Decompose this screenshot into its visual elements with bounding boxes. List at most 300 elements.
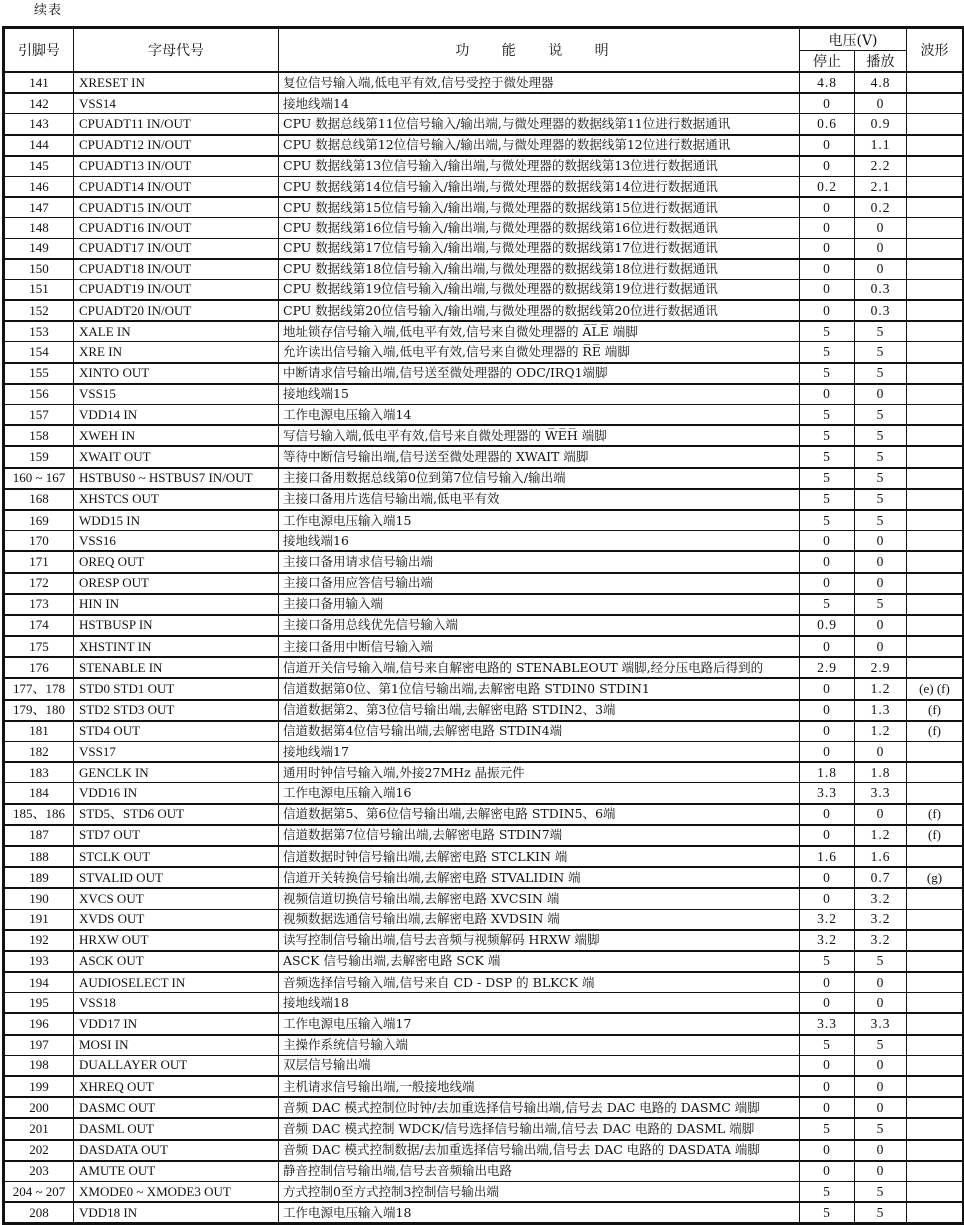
table-row (4, 135, 964, 156)
pin-number-cell: 148 (4, 218, 74, 238)
table-row (4, 783, 964, 804)
table-row (4, 156, 964, 177)
table-row (4, 951, 964, 972)
voltage-stop-cell: 0 (800, 1140, 855, 1161)
voltage-stop-cell: 0.9 (800, 615, 855, 636)
table-row (4, 742, 964, 763)
voltage-stop-cell: 5 (800, 1181, 855, 1202)
waveform-cell (907, 1097, 964, 1118)
pin-number-cell: 192 (4, 930, 74, 951)
voltage-stop-cell: 0 (800, 156, 855, 177)
table-row (4, 321, 964, 342)
table-row (4, 425, 964, 446)
waveform-cell (907, 259, 964, 280)
letter-code-cell: VDD17 IN (74, 1013, 279, 1034)
table-row (4, 993, 964, 1014)
waveform-cell (907, 279, 964, 300)
table-row (4, 909, 964, 930)
function-description-cell: 信道开关转换信号输出端,去解密电路 STVALIDIN 端 (279, 867, 800, 888)
function-description-cell: 视频数据选通信号输出端,去解密电路 XVDSIN 端 (279, 909, 800, 930)
pin-number-cell: 145 (4, 156, 74, 177)
voltage-stop-cell: 0 (800, 867, 855, 888)
voltage-play-cell: 3.2 (855, 888, 907, 909)
function-description-cell: 工作电源电压输入端17 (279, 1013, 800, 1034)
waveform-cell (907, 489, 964, 510)
pin-number-cell: 184 (4, 783, 74, 804)
table-row (4, 1055, 964, 1076)
function-description-cell: 工作电源电压输入端14 (279, 405, 800, 426)
function-description-cell: 接地线端17 (279, 742, 800, 763)
table-row (4, 218, 964, 238)
function-description-cell: 主接口备用总线优先信号输入端 (279, 615, 800, 636)
table-row (4, 700, 964, 721)
voltage-play-cell: 5 (855, 1035, 907, 1056)
voltage-play-cell: 0 (855, 531, 907, 552)
voltage-play-cell: 1.2 (855, 825, 907, 846)
voltage-play-cell: 0 (855, 636, 907, 657)
pin-number-cell: 172 (4, 573, 74, 594)
waveform-cell (907, 1202, 964, 1224)
waveform-cell (907, 762, 964, 783)
function-description-cell: 中断请求信号输出端,信号送至微处理器的 ODC/IRQ1端脚 (279, 363, 800, 384)
header-letter-code: 字母代号 (74, 28, 279, 73)
voltage-stop-cell: 5 (800, 594, 855, 615)
voltage-stop-cell: 0 (800, 993, 855, 1014)
voltage-stop-cell: 0 (800, 300, 855, 321)
pin-number-cell: 160 ~ 167 (4, 468, 74, 489)
table-row (4, 489, 964, 510)
letter-code-cell: XHSTINT IN (74, 636, 279, 657)
voltage-play-cell: 0 (855, 384, 907, 405)
voltage-play-cell: 3.3 (855, 783, 907, 804)
pin-number-cell: 169 (4, 510, 74, 531)
table-row (4, 804, 964, 825)
waveform-cell (907, 135, 964, 156)
function-description-cell: CPU 数据总线第11位信号输入/输出端,与微处理器的数据线第11位进行数据通讯 (279, 114, 800, 135)
pin-number-cell: 199 (4, 1076, 74, 1097)
voltage-play-cell: 2.9 (855, 657, 907, 678)
voltage-play-cell: 0 (855, 93, 907, 114)
letter-code-cell: XWEH IN (74, 425, 279, 446)
waveform-cell (907, 888, 964, 909)
voltage-play-cell: 0 (855, 1055, 907, 1076)
voltage-stop-cell: 5 (800, 446, 855, 467)
voltage-stop-cell: 5 (800, 342, 855, 363)
pin-number-cell: 196 (4, 1013, 74, 1034)
voltage-play-cell: 0 (855, 804, 907, 825)
table-row (4, 342, 964, 363)
waveform-cell (907, 321, 964, 342)
voltage-play-cell: 3.2 (855, 909, 907, 930)
voltage-stop-cell: 0 (800, 531, 855, 552)
letter-code-cell: DASDATA OUT (74, 1140, 279, 1161)
waveform-cell (907, 1140, 964, 1161)
waveform-cell (907, 93, 964, 114)
pin-number-cell: 157 (4, 405, 74, 426)
table-row (4, 468, 964, 489)
pin-number-cell: 141 (4, 72, 74, 93)
table-row (4, 238, 964, 259)
voltage-play-cell: 0 (855, 993, 907, 1014)
pin-number-cell: 156 (4, 384, 74, 405)
voltage-stop-cell: 0 (800, 1161, 855, 1182)
voltage-stop-cell: 1.6 (800, 846, 855, 867)
voltage-play-cell: 1.3 (855, 700, 907, 721)
letter-code-cell: VDD14 IN (74, 405, 279, 426)
pin-number-cell: 171 (4, 551, 74, 572)
letter-code-cell: AMUTE OUT (74, 1161, 279, 1182)
voltage-stop-cell: 5 (800, 321, 855, 342)
waveform-cell (907, 156, 964, 177)
voltage-play-cell: 4.8 (855, 72, 907, 93)
pin-number-cell: 200 (4, 1097, 74, 1118)
pin-number-cell: 204 ~ 207 (4, 1181, 74, 1202)
waveform-cell (907, 363, 964, 384)
waveform-cell (907, 930, 964, 951)
function-description-cell: 信道数据第0位、第1位信号输出端,去解密电路 STDIN0 STDIN1 (279, 678, 800, 699)
function-description-cell: 写信号输入端,低电平有效,信号来自微处理器的 W̅E̅H̅ 端脚 (279, 425, 800, 446)
table-row (4, 1140, 964, 1161)
table-row (4, 615, 964, 636)
pin-number-cell: 190 (4, 888, 74, 909)
voltage-stop-cell: 3.3 (800, 1013, 855, 1034)
voltage-play-cell: 0 (855, 972, 907, 993)
table-row (4, 1097, 964, 1118)
voltage-play-cell: 2.1 (855, 176, 907, 197)
function-description-cell: 视频信道切换信号输出端,去解密电路 XVCSIN 端 (279, 888, 800, 909)
letter-code-cell: STCLK OUT (74, 846, 279, 867)
pin-number-cell: 174 (4, 615, 74, 636)
pin-number-cell: 185、186 (4, 804, 74, 825)
pin-number-cell: 149 (4, 238, 74, 259)
waveform-cell: (f) (907, 721, 964, 742)
function-description-cell: 主机请求信号输出端,一般接地线端 (279, 1076, 800, 1097)
waveform-cell (907, 531, 964, 552)
voltage-stop-cell: 5 (800, 510, 855, 531)
waveform-cell (907, 636, 964, 657)
function-description-cell: 信道数据第7位信号输出端,去解密电路 STDIN7端 (279, 825, 800, 846)
table-row (4, 846, 964, 867)
voltage-play-cell: 0 (855, 615, 907, 636)
waveform-cell: (f) (907, 700, 964, 721)
voltage-stop-cell: 0.2 (800, 176, 855, 197)
letter-code-cell: XWAIT OUT (74, 446, 279, 467)
function-description-cell: CPU 数据线第16位信号输入/输出端,与微处理器的数据线第16位进行数据通讯 (279, 218, 800, 238)
letter-code-cell: MOSI IN (74, 1035, 279, 1056)
letter-code-cell: VSS18 (74, 993, 279, 1014)
voltage-play-cell: 0 (855, 259, 907, 280)
function-description-cell: 音频 DAC 模式控制 WDCK/信号选择信号输出端,信号去 DAC 电路的 DASML 端脚 (279, 1118, 800, 1139)
pin-number-cell: 181 (4, 721, 74, 742)
voltage-stop-cell: 0 (800, 636, 855, 657)
table-row (4, 1076, 964, 1097)
pin-number-cell: 142 (4, 93, 74, 114)
waveform-cell (907, 551, 964, 572)
function-description-cell: 信道数据第4位信号输出端,去解密电路 STDIN4端 (279, 721, 800, 742)
voltage-stop-cell: 3.2 (800, 909, 855, 930)
voltage-play-cell: 0 (855, 551, 907, 572)
letter-code-cell: VSS15 (74, 384, 279, 405)
letter-code-cell: CPUADT15 IN/OUT (74, 197, 279, 218)
voltage-stop-cell: 0 (800, 573, 855, 594)
voltage-play-cell: 0 (855, 238, 907, 259)
letter-code-cell: STD7 OUT (74, 825, 279, 846)
voltage-stop-cell: 1.8 (800, 762, 855, 783)
voltage-play-cell: 5 (855, 446, 907, 467)
voltage-play-cell: 3.2 (855, 930, 907, 951)
letter-code-cell: VSS14 (74, 93, 279, 114)
letter-code-cell: STENABLE IN (74, 657, 279, 678)
letter-code-cell: DASML OUT (74, 1118, 279, 1139)
voltage-stop-cell: 0 (800, 1055, 855, 1076)
letter-code-cell: ORESP OUT (74, 573, 279, 594)
function-description-cell: 通用时钟信号输入端,外接27MHz 晶振元件 (279, 762, 800, 783)
table-row (4, 551, 964, 572)
function-description-cell: 主接口备用中断信号输入端 (279, 636, 800, 657)
header-pin-number: 引脚号 (4, 28, 74, 73)
pin-number-cell: 193 (4, 951, 74, 972)
voltage-play-cell: 0 (855, 218, 907, 238)
voltage-stop-cell: 5 (800, 468, 855, 489)
waveform-cell (907, 114, 964, 135)
table-row (4, 510, 964, 531)
letter-code-cell: HRXW OUT (74, 930, 279, 951)
letter-code-cell: STD2 STD3 OUT (74, 700, 279, 721)
voltage-play-cell: 1.2 (855, 721, 907, 742)
table-row (4, 446, 964, 467)
pin-number-cell: 151 (4, 279, 74, 300)
voltage-stop-cell: 0 (800, 238, 855, 259)
letter-code-cell: XVDS OUT (74, 909, 279, 930)
voltage-play-cell: 0 (855, 1140, 907, 1161)
voltage-stop-cell: 0 (800, 93, 855, 114)
voltage-play-cell: 5 (855, 363, 907, 384)
function-description-cell: 工作电源电压输入端18 (279, 1202, 800, 1224)
letter-code-cell: DASMC OUT (74, 1097, 279, 1118)
voltage-play-cell: 0.3 (855, 300, 907, 321)
function-description-cell: CPU 数据线第14位信号输入/输出端,与微处理器的数据线第14位进行数据通讯 (279, 176, 800, 197)
waveform-cell (907, 573, 964, 594)
waveform-cell (907, 405, 964, 426)
letter-code-cell: HSTBUSP IN (74, 615, 279, 636)
table-row (4, 825, 964, 846)
letter-code-cell: VDD16 IN (74, 783, 279, 804)
voltage-stop-cell: 0 (800, 218, 855, 238)
pin-number-cell: 208 (4, 1202, 74, 1224)
function-description-cell: CPU 数据线第15位信号输入/输出端,与微处理器的数据线第15位进行数据通讯 (279, 197, 800, 218)
voltage-stop-cell: 0 (800, 197, 855, 218)
letter-code-cell: XRESET IN (74, 72, 279, 93)
letter-code-cell: VSS16 (74, 531, 279, 552)
letter-code-cell: XHREQ OUT (74, 1076, 279, 1097)
function-description-cell: 信道数据第5、第6位信号输出端,去解密电路 STDIN5、6端 (279, 804, 800, 825)
letter-code-cell: XALE IN (74, 321, 279, 342)
voltage-stop-cell: 0 (800, 279, 855, 300)
table-row (4, 1161, 964, 1182)
waveform-cell (907, 1055, 964, 1076)
table-row (4, 279, 964, 300)
voltage-stop-cell: 5 (800, 1118, 855, 1139)
voltage-play-cell: 0 (855, 1097, 907, 1118)
letter-code-cell: XMODE0 ~ XMODE3 OUT (74, 1181, 279, 1202)
table-row (4, 197, 964, 218)
voltage-play-cell: 5 (855, 468, 907, 489)
function-description-cell: 接地线端15 (279, 384, 800, 405)
waveform-cell (907, 72, 964, 93)
waveform-cell: (g) (907, 867, 964, 888)
voltage-play-cell: 0 (855, 1076, 907, 1097)
waveform-cell (907, 197, 964, 218)
pin-number-cell: 158 (4, 425, 74, 446)
function-description-cell: 主接口备用应答信号输出端 (279, 573, 800, 594)
pin-function-table (2, 26, 964, 1225)
voltage-stop-cell: 0 (800, 135, 855, 156)
table-row (4, 930, 964, 951)
pin-number-cell: 197 (4, 1035, 74, 1056)
voltage-stop-cell: 5 (800, 405, 855, 426)
function-description-cell: 工作电源电压输入端15 (279, 510, 800, 531)
voltage-play-cell: 5 (855, 1181, 907, 1202)
voltage-play-cell: 2.2 (855, 156, 907, 177)
header-function-description: 功 能 说 明 (279, 28, 800, 73)
letter-code-cell: VSS17 (74, 742, 279, 763)
table-row (4, 176, 964, 197)
function-description-cell: 接地线端18 (279, 993, 800, 1014)
voltage-play-cell: 5 (855, 342, 907, 363)
pin-number-cell: 203 (4, 1161, 74, 1182)
voltage-stop-cell: 0 (800, 888, 855, 909)
waveform-cell (907, 468, 964, 489)
waveform-cell (907, 425, 964, 446)
function-description-cell: CPU 数据线第20位信号输入/输出端,与微处理器的数据线第20位进行数据通讯 (279, 300, 800, 321)
function-description-cell: 主操作系统信号输入端 (279, 1035, 800, 1056)
pin-number-cell: 152 (4, 300, 74, 321)
table-row (4, 762, 964, 783)
letter-code-cell: CPUADT12 IN/OUT (74, 135, 279, 156)
pin-number-cell: 201 (4, 1118, 74, 1139)
waveform-cell (907, 1181, 964, 1202)
voltage-play-cell: 0.9 (855, 114, 907, 135)
pin-number-cell: 187 (4, 825, 74, 846)
waveform-cell (907, 615, 964, 636)
pin-number-cell: 155 (4, 363, 74, 384)
letter-code-cell: CPUADT20 IN/OUT (74, 300, 279, 321)
voltage-stop-cell: 3.2 (800, 930, 855, 951)
voltage-play-cell: 5 (855, 425, 907, 446)
pin-number-cell: 176 (4, 657, 74, 678)
voltage-stop-cell: 5 (800, 1035, 855, 1056)
voltage-stop-cell: 4.8 (800, 72, 855, 93)
waveform-cell (907, 218, 964, 238)
letter-code-cell: CPUADT18 IN/OUT (74, 259, 279, 280)
letter-code-cell: XINTO OUT (74, 363, 279, 384)
table-row (4, 1181, 964, 1202)
voltage-play-cell: 5 (855, 489, 907, 510)
letter-code-cell: CPUADT17 IN/OUT (74, 238, 279, 259)
waveform-cell (907, 951, 964, 972)
waveform-cell (907, 176, 964, 197)
function-description-cell: CPU 数据线第19位信号输入/输出端,与微处理器的数据线第19位进行数据通讯 (279, 279, 800, 300)
voltage-stop-cell: 0 (800, 1076, 855, 1097)
waveform-cell (907, 1035, 964, 1056)
table-row (4, 363, 964, 384)
voltage-play-cell: 1.2 (855, 678, 907, 699)
pin-number-cell: 146 (4, 176, 74, 197)
letter-code-cell: STD4 OUT (74, 721, 279, 742)
header-voltage-play: 播放 (855, 51, 907, 73)
waveform-cell: (e) (f) (907, 678, 964, 699)
function-description-cell: 信道数据第2、第3位信号输出端,去解密电路 STDIN2、3端 (279, 700, 800, 721)
letter-code-cell: XVCS OUT (74, 888, 279, 909)
function-description-cell: 工作电源电压输入端16 (279, 783, 800, 804)
waveform-cell (907, 342, 964, 363)
voltage-play-cell: 5 (855, 405, 907, 426)
letter-code-cell: WDD15 IN (74, 510, 279, 531)
header-voltage-stop: 停止 (800, 51, 855, 73)
letter-code-cell: STVALID OUT (74, 867, 279, 888)
table-row (4, 114, 964, 135)
voltage-play-cell: 0.3 (855, 279, 907, 300)
table-row (4, 1202, 964, 1224)
voltage-stop-cell: 0 (800, 700, 855, 721)
pin-number-cell: 188 (4, 846, 74, 867)
waveform-cell (907, 1118, 964, 1139)
function-description-cell: 音频 DAC 模式控制位时钟/去加重选择信号输出端,信号去 DAC 电路的 DASMC 端脚 (279, 1097, 800, 1118)
function-description-cell: 双层信号输出端 (279, 1055, 800, 1076)
voltage-stop-cell: 0 (800, 259, 855, 280)
pin-number-cell: 147 (4, 197, 74, 218)
letter-code-cell: XHSTCS OUT (74, 489, 279, 510)
letter-code-cell: CPUADT16 IN/OUT (74, 218, 279, 238)
pin-number-cell: 183 (4, 762, 74, 783)
pin-number-cell: 150 (4, 259, 74, 280)
waveform-cell (907, 446, 964, 467)
function-description-cell: 信道数据时钟信号输出端,去解密电路 STCLKIN 端 (279, 846, 800, 867)
voltage-stop-cell: 0 (800, 972, 855, 993)
pin-number-cell: 202 (4, 1140, 74, 1161)
pin-number-cell: 159 (4, 446, 74, 467)
table-row (4, 72, 964, 93)
voltage-play-cell: 0 (855, 742, 907, 763)
voltage-stop-cell: 2.9 (800, 657, 855, 678)
voltage-play-cell: 0 (855, 573, 907, 594)
table-row (4, 573, 964, 594)
voltage-play-cell: 0.2 (855, 197, 907, 218)
voltage-stop-cell: 0 (800, 825, 855, 846)
voltage-stop-cell: 5 (800, 425, 855, 446)
waveform-cell (907, 909, 964, 930)
voltage-stop-cell: 0 (800, 1097, 855, 1118)
voltage-play-cell: 5 (855, 1202, 907, 1224)
voltage-play-cell: 5 (855, 321, 907, 342)
voltage-stop-cell: 0 (800, 721, 855, 742)
voltage-play-cell: 1.8 (855, 762, 907, 783)
pin-number-cell: 191 (4, 909, 74, 930)
letter-code-cell: CPUADT14 IN/OUT (74, 176, 279, 197)
waveform-cell (907, 594, 964, 615)
header-voltage: 电压(V) (800, 28, 907, 51)
function-description-cell: 复位信号输入端,低电平有效,信号受控于微处理器 (279, 72, 800, 93)
table-row (4, 972, 964, 993)
table-row (4, 531, 964, 552)
function-description-cell: 地址锁存信号输入端,低电平有效,信号来自微处理器的 A̅L̅E̅ 端脚 (279, 321, 800, 342)
pin-number-cell: 182 (4, 742, 74, 763)
voltage-stop-cell: 0.6 (800, 114, 855, 135)
table-row (4, 636, 964, 657)
pin-number-cell: 177、178 (4, 678, 74, 699)
function-description-cell: 允许读出信号输入端,低电平有效,信号来自微处理器的 R̅E̅ 端脚 (279, 342, 800, 363)
voltage-stop-cell: 5 (800, 363, 855, 384)
